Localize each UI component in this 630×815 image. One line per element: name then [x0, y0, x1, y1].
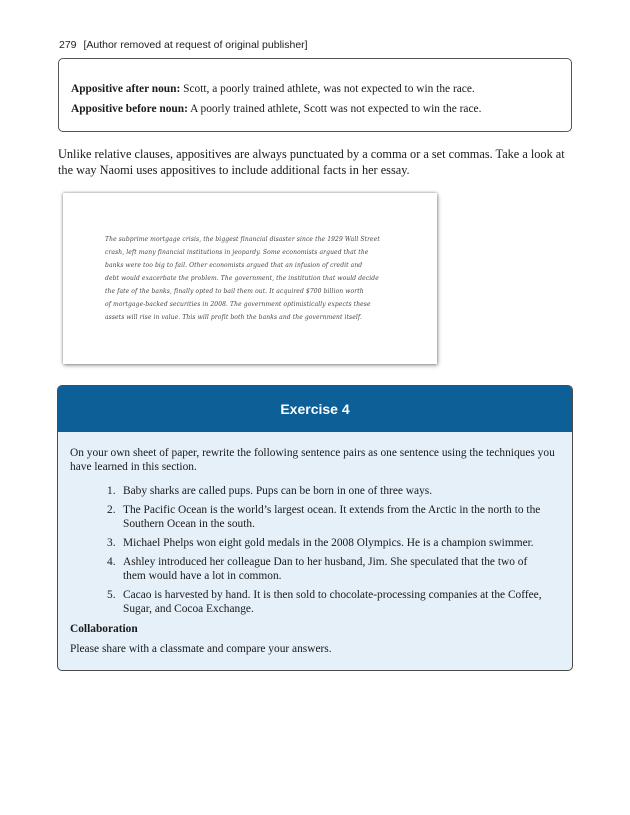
exercise-box: [57, 385, 573, 671]
handwritten-essay-image: [63, 193, 437, 364]
page-number: 279: [59, 39, 77, 51]
exercise-body: [58, 432, 572, 656]
exercise-intro: On your own sheet of paper, rewrite the following sentence pairs as one sentence using the techniques you have learned in this section.: [70, 447, 555, 473]
list-item: [107, 536, 560, 550]
list-item-number: 4.: [107, 556, 116, 568]
essay-line: The subprime mortgage crisis, the biggest financial disaster since the 1929 Wall Street: [105, 236, 380, 243]
essay-line: crash, left many financial institutions in jeopardy. Some economists argued that the: [105, 249, 369, 256]
page-header: [59, 39, 308, 51]
list-item: [107, 503, 560, 531]
essay-line: assets will rise in value. This will profit both the banks and the government itself.: [105, 314, 363, 321]
list-item: [107, 588, 560, 616]
appositive-after-label: Appositive after noun:: [71, 83, 181, 95]
list-item-number: 2.: [107, 504, 116, 516]
list-item-text: Ashley introduced her colleague Dan to her husband, Jim. She speculated that the two of them would have a lot in common.: [123, 556, 528, 582]
essay-line: debt would exacerbate the problem. The government, the institution that would decide: [105, 275, 379, 282]
list-item: [107, 484, 560, 498]
list-item-text: Cacao is harvested by hand. It is then sold to chocolate-processing companies at the Coffee, Sugar, and Cocoa Exchange.: [123, 589, 542, 615]
author-attribution: [Author removed at request of original publisher]: [83, 39, 308, 51]
essay-line: of mortgage-backed securities in 2008. The government optimistically expects these: [105, 301, 371, 308]
essay-line: the fate of the banks, finally opted to bail them out. It acquired $700 billion worth: [105, 288, 364, 295]
list-item-number: 1.: [107, 485, 116, 497]
list-item-text: Michael Phelps won eight gold medals in the 2008 Olympics. He is a champion swimmer.: [123, 537, 534, 549]
essay-line: banks were too big to fail. Other economists argued that an infusion of credit and: [105, 262, 363, 269]
list-item-text: Baby sharks are called pups. Pups can be born in one of three ways.: [123, 485, 433, 497]
list-item-text: The Pacific Ocean is the world’s largest ocean. It extends from the Arctic in the north to the Southern Ocean in the south.: [123, 504, 541, 530]
list-item: [107, 555, 560, 583]
exercise-title: Exercise 4: [58, 386, 572, 432]
body-paragraph: Unlike relative clauses, appositives are always punctuated by a comma or a set commas. Take a look at the way Naomi uses appositives to include additional facts in her essay.: [58, 147, 565, 177]
appositive-examples-box: [58, 58, 572, 132]
collaboration-text: Please share with a classmate and compare your answers.: [70, 643, 332, 655]
collaboration-heading: Collaboration: [70, 623, 138, 635]
appositive-before-text: A poorly trained athlete, Scott was not expected to win the race.: [187, 103, 482, 115]
appositive-before-label: Appositive before noun:: [71, 103, 188, 115]
list-item-number: 5.: [107, 589, 116, 601]
appositive-before-example: [71, 102, 559, 117]
appositive-after-example: [71, 82, 559, 97]
list-item-number: 3.: [107, 537, 116, 549]
handwritten-essay-text: [105, 233, 397, 324]
exercise-list: [107, 484, 560, 616]
appositive-after-text: Scott, a poorly trained athlete, was not expected to win the race.: [180, 83, 475, 95]
